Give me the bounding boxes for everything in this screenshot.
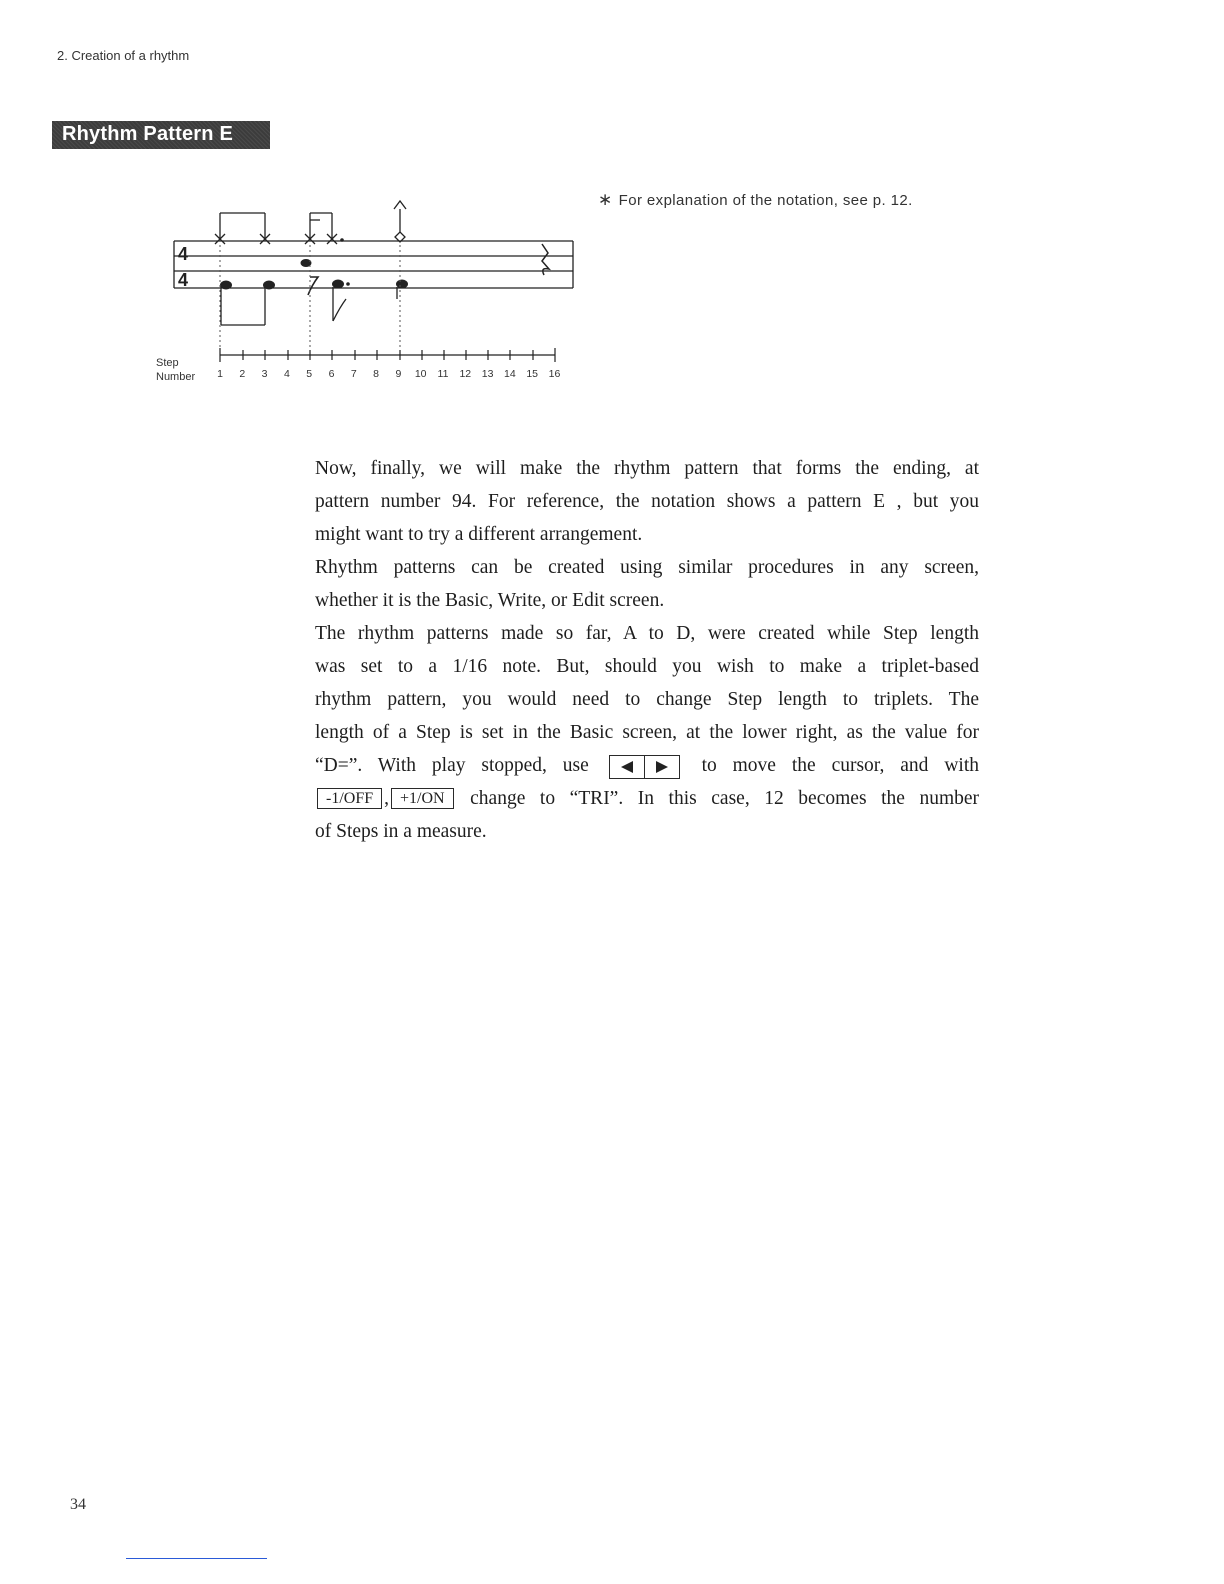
- step-number: 8: [373, 368, 380, 380]
- dot: [340, 238, 344, 242]
- section-title-banner: [52, 121, 270, 149]
- paragraph-line: The rhythm patterns made so far, A to D, were created while Step length: [315, 623, 979, 644]
- paragraph-line: whether it is the Basic, Write, or Edit screen.: [315, 590, 665, 611]
- footnote: [598, 190, 913, 210]
- step-number: 9: [395, 368, 402, 380]
- paragraph-line: was set to a 1/16 note. But, should you wish to make a triplet-based: [315, 656, 979, 677]
- step-number: 16: [548, 368, 561, 380]
- step-number: 2: [239, 368, 246, 380]
- asterisk-icon: ∗: [598, 190, 613, 209]
- accent-mark: [394, 201, 406, 209]
- divider: [126, 1558, 267, 1559]
- step-number: 13: [481, 368, 494, 380]
- left-arrow-key-icon: [610, 756, 644, 778]
- minus-off-key: -1/OFF: [317, 788, 382, 809]
- paragraph-line: length of a Step is set in the Basic screen, at the lower right, as the value for: [315, 722, 979, 743]
- step-numbers: [217, 368, 560, 380]
- key-separator: ,: [384, 788, 389, 809]
- text-fragment: to move the cursor, and with: [701, 755, 979, 776]
- step-number: 6: [328, 368, 335, 380]
- step-label: Step: [156, 357, 179, 369]
- step-number: 14: [504, 368, 516, 380]
- paragraph-line: [315, 749, 979, 782]
- section-title: Rhythm Pattern E: [62, 123, 234, 145]
- step-ruler: [220, 348, 555, 362]
- paragraph-line: might want to try a different arrangement.: [315, 524, 643, 545]
- step-number: 15: [526, 368, 539, 380]
- upper-voice: [215, 201, 406, 244]
- time-signature-top: 4: [178, 244, 189, 264]
- paragraph-line: [315, 782, 979, 815]
- dot: [346, 282, 350, 286]
- paragraph-line: of Steps in a measure.: [315, 821, 487, 842]
- filled-notehead: [396, 280, 408, 289]
- footnote-text: For explanation of the notation, see p. 12.: [618, 192, 913, 209]
- paragraph-line: pattern number 94. For reference, the notation shows a pattern E , but you: [315, 491, 979, 512]
- text-fragment: change to “TRI”. In this case, 12 becomes the number: [470, 788, 980, 809]
- step-number: 3: [261, 368, 268, 380]
- cursor-keys: [609, 755, 680, 779]
- step-number: 5: [306, 368, 313, 380]
- step-number: 7: [350, 368, 357, 380]
- step-number: 11: [437, 368, 449, 380]
- section-header: 2. Creation of a rhythm: [57, 48, 190, 63]
- alignment-guides: [220, 245, 400, 355]
- flag: [333, 299, 346, 321]
- number-label: Number: [156, 371, 196, 383]
- right-arrow-key-icon: [644, 756, 679, 778]
- paragraph-line: Rhythm patterns can be created using similar procedures in any screen,: [315, 557, 979, 578]
- paragraph-line: Now, finally, we will make the rhythm pattern that forms the ending, at: [315, 458, 979, 479]
- step-number: 12: [459, 368, 472, 380]
- page-number: 34: [70, 1496, 86, 1513]
- step-number: 1: [217, 368, 223, 380]
- plus-on-key: +1/ON: [391, 788, 454, 809]
- staff: [174, 241, 573, 288]
- time-signature-bottom: 4: [178, 270, 189, 290]
- filled-notehead: [332, 280, 344, 289]
- step-number: 10: [414, 368, 427, 380]
- text-fragment: “D=”. With play stopped, use: [315, 755, 589, 776]
- step-number: 4: [283, 368, 290, 380]
- rhythm-notation: [150, 195, 590, 390]
- body-text: [315, 452, 979, 848]
- filled-notehead: [220, 281, 232, 290]
- paragraph-line: rhythm pattern, you would need to change Step length to triplets. The: [315, 689, 979, 710]
